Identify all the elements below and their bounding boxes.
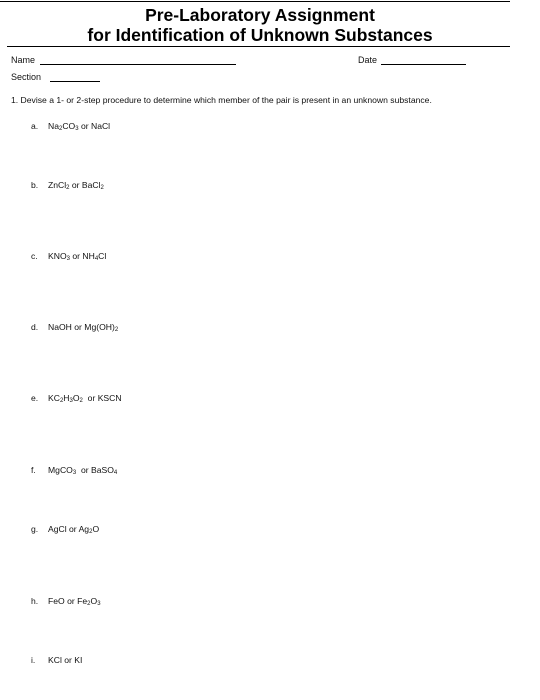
name-field[interactable] [40,64,236,65]
list-item [31,251,106,262]
title-divider [7,46,510,47]
question-text: 1. Devise a 1- or 2-step procedure to determine which member of the pair is present in an unknown substance. [11,95,432,105]
list-item [31,524,99,535]
item-letter: c. [31,251,38,261]
item-formula: $Na_2CO_3$ or NaCl [48,121,111,132]
list-item [31,596,101,607]
list-item [31,322,118,333]
item-letter: f. [31,465,36,475]
page-title-line1: Pre-Laboratory Assignment [145,5,375,25]
item-letter: b. [31,180,39,190]
date-label: Date [358,55,378,65]
top-border [0,1,510,2]
item-letter: g. [31,524,39,534]
section-field[interactable] [50,81,100,82]
section-label: Section [11,72,42,82]
item-formula: AgCl or $Ag_2O$ [48,524,100,535]
item-formula: KCl or KI [48,655,83,665]
item-letter: h. [31,596,39,606]
item-formula: MgCO$_3$ or BaSO$_4$ [48,465,118,476]
item-letter: i. [31,655,36,665]
item-letter: d. [31,322,39,332]
item-formula: ZnCl$_2$ or BaCl$_2$ [48,180,104,191]
item-formula: NaOH or $Mg(OH)_2$ [48,322,119,333]
list-item [31,180,104,191]
list-item [31,121,110,132]
list-item [31,465,117,476]
item-formula: $KNO_3$ or $NH_4Cl$ [48,251,107,262]
date-field[interactable] [381,64,466,65]
item-formula: FeO or $Fe_2O_3$ [48,596,101,607]
page-title-line2: for Identification of Unknown Substances [87,25,433,45]
list-item [31,393,122,404]
item-letter: a. [31,121,39,131]
item-formula: $KC_2H_3O_2$ or KSCN [48,393,122,404]
list-item [31,655,82,666]
name-label: Name [11,55,36,65]
item-letter: e. [31,393,39,403]
